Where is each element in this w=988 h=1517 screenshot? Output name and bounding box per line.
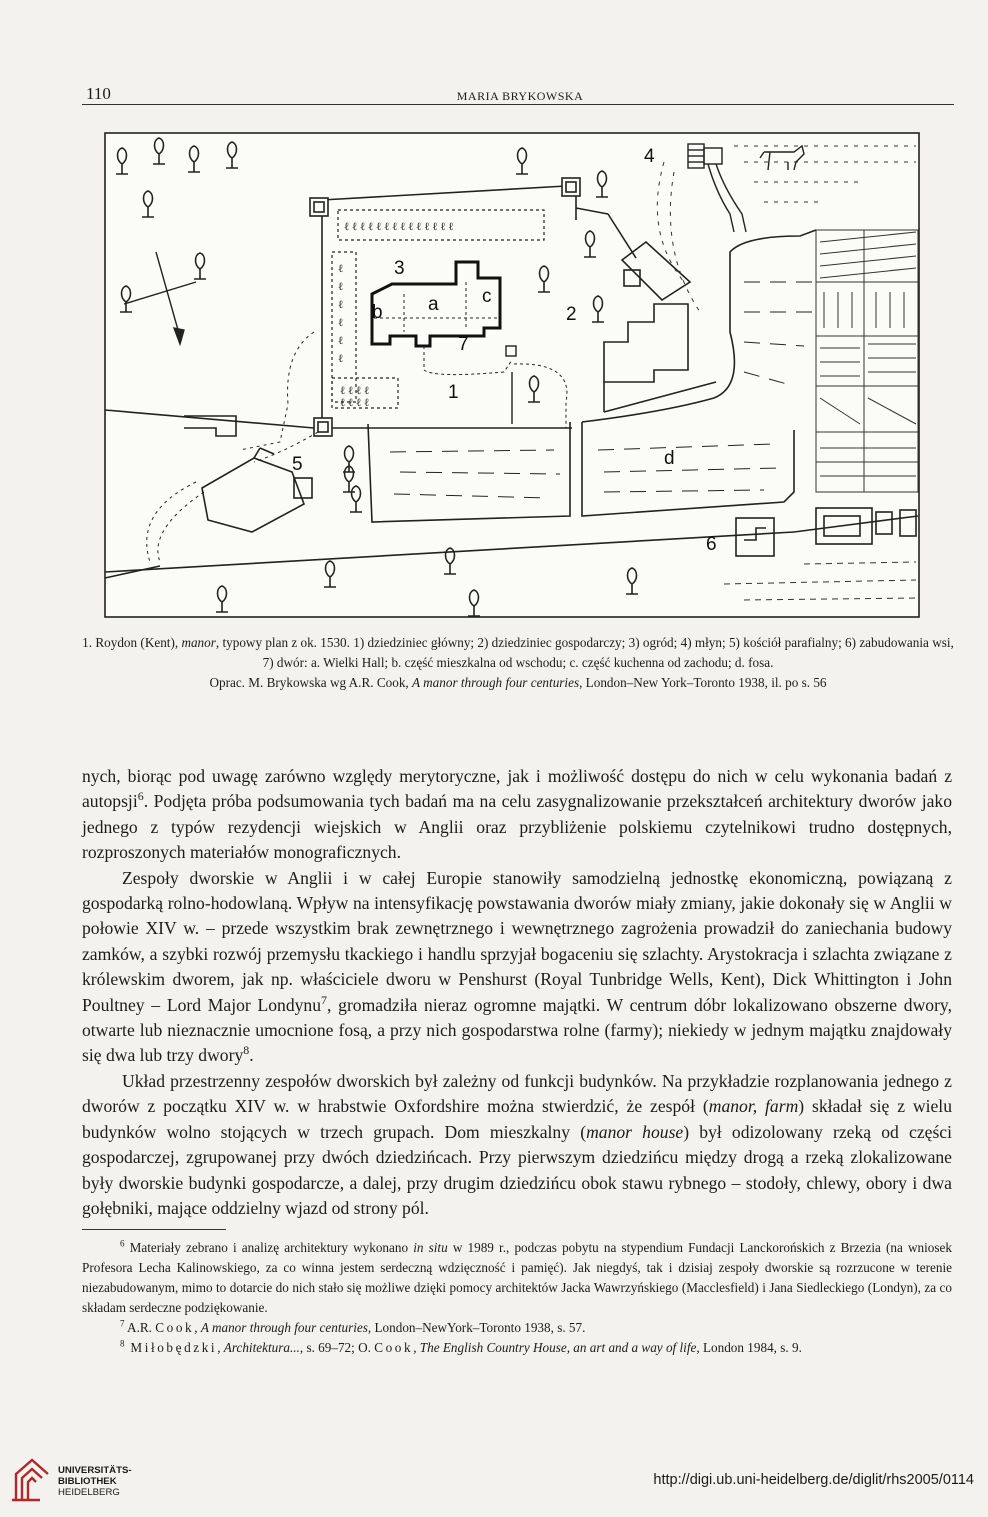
label-mill: 4	[644, 146, 655, 167]
svg-text:ℓ ℓ ℓ ℓ: ℓ ℓ ℓ ℓ	[340, 385, 370, 397]
label-east-wing: b	[372, 302, 383, 323]
footnote-6: $^6$ Materiały zebrano i analizę architektury wykonano in situ w 1989 r., podczas pobytu na stypendium Fundacji Lanckorońskich z Brzezia (na wniosek Profesora Lecha Kalinowskiego, za co winna jestem serdeczną wdzięczność i pamięć). Jak niegdyś, tak i dzisiaj zespoły dworskie są rozrzucone w terenie niezabudowanym, mimo to dotarcie do nich stało się możliwe dzięki pomocy architektów Jacka Wawrzyńskiego (Macclesfield) i Jana Siedleckiego (Londyn), za co składam serdeczne podziękowanie.	[82, 1238, 952, 1315]
svg-text:ℓ: ℓ	[338, 281, 344, 293]
svg-text:ℓ: ℓ	[338, 263, 344, 275]
svg-text:ℓ: ℓ	[338, 317, 344, 329]
svg-text:ℓ: ℓ	[338, 335, 344, 347]
footnote-rule	[82, 1229, 226, 1230]
running-head: MARIA BRYKOWSKA	[456, 89, 584, 103]
label-main-courtyard: 1	[448, 382, 459, 403]
svg-text:ℓ: ℓ	[338, 353, 344, 365]
label-west-wing: c	[482, 286, 492, 307]
label-church: 5	[292, 454, 303, 475]
label-moat: d	[664, 448, 675, 469]
source-url[interactable]: http://digi.ub.uni-heidelberg.de/diglit/rhs2005/0114	[653, 1472, 974, 1488]
header-rule	[82, 104, 954, 105]
library-logo-icon	[10, 1456, 54, 1504]
label-manor-yard: 7	[458, 334, 469, 355]
label-farm-courtyard: 2	[566, 304, 577, 325]
label-village: 6	[706, 534, 717, 555]
svg-text:ℓ ℓ ℓ ℓ: ℓ ℓ ℓ ℓ	[340, 397, 370, 409]
paragraph-3: Układ przestrzenny zespołów dworskich był zależny od funkcji budynków. Na przykładzie rozplanowania jednego z dworów z początku XIV w. w hrabstwie Oxfordshire można stwierdzić, że zespół (manor, farm) składał się z wielu budynków wolno stojących w trzech grupach. Dom mieszkalny (manor house) był odizolowany rzeką od części gospodarczej, zgrupowanej przy dwóch dziedzińcach. Przy pierwszym dziedzińcu między drogą a rzeką zlokalizowane były dworskie budynki gospodarcze, a dalej, przy drugim dziedzińcu obok stawu rybnego – stodoły, chlewy, obory i dwa gołębniki, mające oddzielny wjazd od strony pól.	[82, 1070, 952, 1218]
site-plan-figure	[104, 132, 920, 618]
page-number: 110	[86, 84, 111, 103]
footnote-8: $^8$ Miłobędzki, Architektura..., s. 69–72; O. Cook, The English Country House, an art and a way of life, London 1984, s. 9.	[120, 1338, 802, 1355]
footnotes	[82, 1238, 952, 1358]
footnote-7: $^7$ A.R. Cook, A manor through four centuries, London–NewYork–Toronto 1938, s. 57.	[120, 1318, 586, 1335]
label-great-hall: a	[428, 294, 439, 315]
paragraph-1: nych, biorąc pod uwagę zarówno względy merytoryczne, jak i możliwość dostępu do nich w celu wykonania badań z autopsji$^6$. Podjęta próba podsumowania tych badań ma na celu zasygnalizowanie przekształceń architektury dworów jako jednego z typów rezydencji wiejskich w Anglii oraz przybliżenie polskiemu czytelnikowi trudno dostępnych, rozproszonych materiałów monograficznych.	[82, 766, 952, 863]
svg-text:ℓ: ℓ	[338, 299, 344, 311]
body-text	[82, 764, 952, 1221]
svg-text:ℓ ℓ ℓ ℓ ℓ ℓ ℓ ℓ ℓ ℓ ℓ ℓ ℓ ℓ: ℓ ℓ ℓ ℓ ℓ ℓ ℓ ℓ ℓ ℓ ℓ ℓ ℓ ℓ	[344, 221, 454, 233]
library-name: UNIVERSITÄTS- BIBLIOTHEK HEIDELBERG	[58, 1465, 132, 1498]
paragraph-2: Zespoły dworskie w Anglii i w całej Europie stanowiły samodzielną jednostkę ekonomiczną, powiązaną z gospodarką rolno-hodowlaną. Wpływ na intensyfikację powstawania dworów miały zmiany, jakie dokonały się w Anglii w połowie XIV w. – przede wszystkim brak zewnętrznego i wewnętrznego zagrożenia prowadził do zaniechania budowy zamków, a szybki rozwój przemysłu tkackiego i handlu sprzyjał bogaceniu się szlachty. Arystokracja i szlachta związane z królewskim dworem, jak np. właściciele dworu w Penshurst (Royal Tunbridge Wells, Kent), Dick Whittington i John Poultney – Lord Major Londynu$^7$, gromadziła nieraz ogromne majątki. W centrum dóbr lokalizowano obszerne dwory, otwarte lub nieznacznie umocnione fosą, a przy nich gospodarstwa rolne (farmy); niekiedy w jednym majątku znajdowały się dwa lub trzy dwory$^8$.	[82, 867, 952, 1066]
label-garden: 3	[394, 258, 405, 279]
figure-caption: 1. Roydon (Kent), manor, typowy plan z ok. 1530. 1) dziedziniec główny; 2) dziedziniec gospodarczy; 3) ogród; 4) młyn; 5) kościół parafialny; 6) zabudowania wsi, 7) dwór: a. Wielki Hall; b. część mieszkalna od wschodu; c. część kuchenna od zachodu; d. fosa. Oprac. M. Brykowska wg A.R. Cook, A manor through four centuries, London–New York–Toronto 1938, il. po s. 56	[82, 635, 954, 690]
